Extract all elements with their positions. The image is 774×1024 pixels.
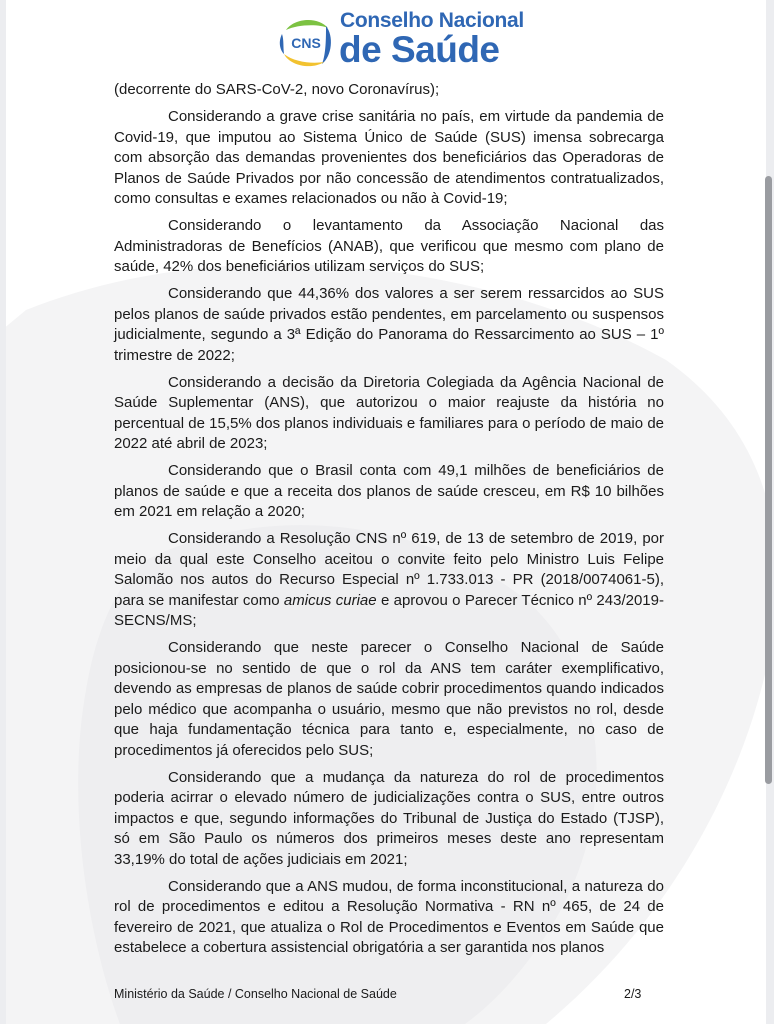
italic-term: amicus curiae <box>283 591 377 609</box>
paragraph <box>114 529 664 632</box>
paragraph: Considerando que a ANS mudou, de forma inconstitucional, a natureza do rol de procedimentos e editou a Resolução Normativa - RN nº 465, de 24 de fevereiro de 2021, que atualiza o Rol de Procedimentos e Eventos em Saúde que estabelece a cobertura assistencial obrigatória a ser garantida nos planos <box>114 877 664 956</box>
logo-title-line2: de Saúde <box>339 29 500 70</box>
paragraph: Considerando que neste parecer o Conselho Nacional de Saúde posicionou-se no sentido de que o rol da ANS tem caráter exemplificativo, devendo as empresas de planos de saúde cobrir procedimentos quando indicados pelo médico que acompanha o usuário, mesmo que não previstos no rol, desde que haja fundamentação técnica para tanto e, especialmente, no caso de procedimentos já oferecidos pelo SUS; <box>114 639 664 759</box>
logo-mark-text: CNS <box>291 35 321 51</box>
paragraph-text: e aprovou o Parecer Técnico nº 243/2019-SECNS/MS; <box>114 591 664 629</box>
paragraph-text: Considerando a Resolução CNS nº 619, de 13 de setembro de 2019, por meio da qual este Conselho aceitou o convite feito pelo Ministro Luis Felipe Salomão nos autos do Recurso Especial nº 1.733.013 - PR (2018/0074061-5), para se manifestar como <box>114 530 664 609</box>
cns-logo-icon <box>278 14 334 70</box>
logo-title-line1: Conselho Nacional <box>340 9 524 32</box>
vertical-scrollbar[interactable] <box>765 176 772 784</box>
paragraph: Considerando a decisão da Diretoria Colegiada da Agência Nacional de Saúde Suplementar (ANS), que autorizou o maior reajuste da história no percentual de 15,5% dos planos individuais e familiares para o período de maio de 2022 até abril de 2023; <box>114 373 664 452</box>
document-body <box>114 80 664 965</box>
paragraph: (decorrente do SARS-CoV-2, novo Coronavírus); <box>114 81 440 98</box>
page-number: 2/3 <box>624 987 642 1001</box>
document-page <box>6 0 766 1024</box>
paragraph: Considerando o levantamento da Associação Nacional das Administradoras de Benefícios (ANAB), que verificou que mesmo com plano de saúde, 42% dos beneficiários utilizam serviços do SUS; <box>114 217 664 275</box>
paragraph: Considerando que a mudança da natureza do rol de procedimentos poderia acirrar o elevado número de judicializações contra o SUS, entre outros impactos e que, segundo informações do Tribunal de Justiça do Estado (TJSP), só em São Paulo os números dos primeiros meses deste ano representam 33,19% do total de ações judiciais em 2021; <box>114 768 664 868</box>
paragraph: Considerando que o Brasil conta com 49,1 milhões de beneficiários de planos de saúde e que a receita dos planos de saúde cresceu, em R$ 10 bilhões em 2021 em relação a 2020; <box>114 462 664 520</box>
paragraph: Considerando a grave crise sanitária no país, em virtude da pandemia de Covid-19, que imputou ao Sistema Único de Saúde (SUS) imensa sobrecarga com absorção das demandas provenientes dos beneficiários das Operadoras de Planos de Saúde Privados por não concessão de atendimentos contratualizados, como consultas e exames relacionados ou não à Covid-19; <box>114 108 664 207</box>
page-header <box>6 0 766 78</box>
paragraph: Considerando que 44,36% dos valores a ser serem ressarcidos ao SUS pelos planos de saúde privados estão pendentes, em parcelamento ou suspensos judicialmente, segundo a 3ª Edição do Panorama do Ressarcimento ao SUS – 1º trimestre de 2022; <box>114 285 664 364</box>
footer-text: Ministério da Saúde / Conselho Nacional de Saúde <box>114 987 397 1001</box>
